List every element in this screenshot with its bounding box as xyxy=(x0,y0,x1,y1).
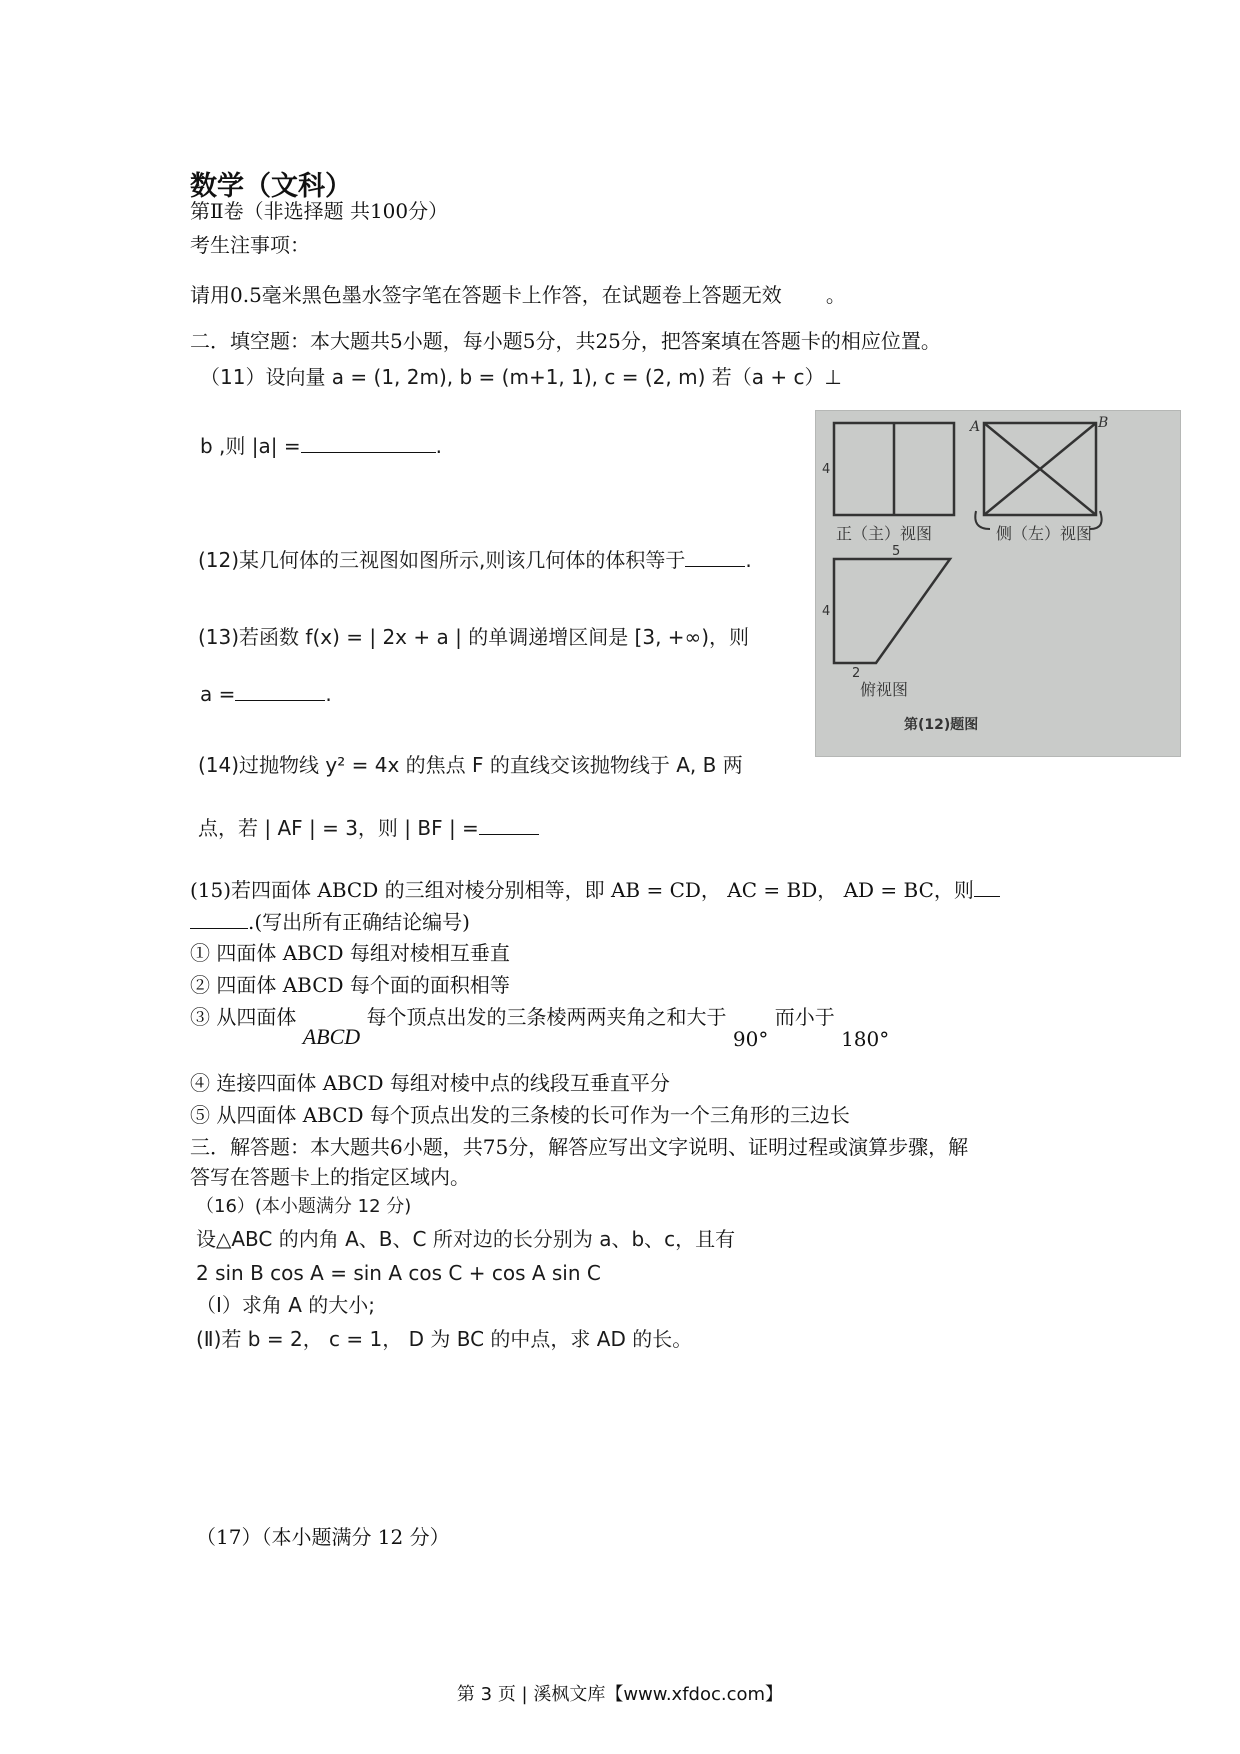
q15-option-4: ④ 连接四面体 ABCD 每组对棱中点的线段互垂直平分 xyxy=(190,1071,670,1095)
q15-option-3-abcd: ABCD xyxy=(302,1024,361,1049)
dim-4-top: 4 xyxy=(822,604,831,619)
side-view-label: 侧（左）视图 xyxy=(996,524,1093,543)
q11-prefix: b ,则 |a| = xyxy=(200,434,301,458)
q15-note: .(写出所有正确结论编号) xyxy=(248,910,470,934)
q15-option-3-and: 而小于 xyxy=(774,1005,835,1029)
q13-prefix: a = xyxy=(200,682,236,706)
side-label-b: B xyxy=(1098,415,1109,431)
top-view-trapezoid xyxy=(834,559,950,663)
figure-caption: 第(12)题图 xyxy=(904,717,979,733)
q15-option-2: ② 四面体 ABCD 每个面的面积相等 xyxy=(190,973,510,997)
q12-end: . xyxy=(745,548,752,572)
side-view-mark-left xyxy=(975,511,990,529)
q15-option-3-v2: 180° xyxy=(841,1027,890,1051)
q12-answer-blank xyxy=(685,546,745,567)
q15-answer-blank-b xyxy=(190,908,248,929)
dim-2-top: 2 xyxy=(852,666,861,681)
q13-line2 xyxy=(200,680,332,707)
q13-answer-blank xyxy=(235,680,325,701)
page-title: 数学（文科） xyxy=(190,171,352,202)
q12-line xyxy=(198,546,752,573)
top-view-label: 俯视图 xyxy=(860,680,909,699)
q11-end: . xyxy=(435,434,442,458)
notice-heading: 考生注事项： xyxy=(190,233,310,257)
q14-line2 xyxy=(198,814,539,841)
q12-text: (12)某几何体的三视图如图所示,则该几何体的体积等于 xyxy=(198,548,686,572)
three-view-figure xyxy=(815,410,1181,757)
q14-line1: (14)过抛物线 y² = 4x 的焦点 F 的直线交该抛物线于 A, B 两 xyxy=(198,753,743,777)
q16-line1: 设△ABC 的内角 A、B、C 所对边的长分别为 a、b、c，且有 xyxy=(196,1227,736,1251)
q15-option-3-mid: 每个顶点出发的三条棱两两夹角之和大于 xyxy=(366,1005,727,1029)
section3-heading-1: 三．解答题：本大题共6小题，共75分，解答应写出文字说明、证明过程或演算步骤，解 xyxy=(190,1135,969,1159)
q13-end: . xyxy=(325,682,332,706)
section3-heading-2: 答写在答题卡上的指定区域内。 xyxy=(190,1165,470,1189)
q15-text: (15)若四面体 ABCD 的三组对棱分别相等，即 AB = CD， AC = BD， AD = BC，则 xyxy=(190,878,974,902)
q15-option-3 xyxy=(190,1004,890,1051)
q15-option-3-prefix: ③ 从四面体 xyxy=(190,1005,297,1029)
q13-line1: (13)若函数 f(x) = | 2x + a | 的单调递增区间是 [3, +∞)，则 xyxy=(198,625,750,649)
side-label-a: A xyxy=(970,419,981,435)
q16-part1: （Ⅰ）求角 A 的大小; xyxy=(196,1293,376,1317)
q11-line2 xyxy=(200,432,442,459)
q11-line1: （11）设向量 a = (1, 2m), b = (m+1, 1), c = (2, m) 若（a + c）⊥ xyxy=(200,365,842,389)
volume-heading: 第Ⅱ卷（非选择题 共100分） xyxy=(190,199,449,223)
notice-text xyxy=(190,282,846,308)
q15-option-1: ① 四面体 ABCD 每组对棱相互垂直 xyxy=(190,941,510,965)
front-view-label: 正（主）视图 xyxy=(836,524,933,543)
three-view-svg xyxy=(816,411,1180,756)
q16-head: （16）(本小题满分 12 分) xyxy=(196,1196,412,1217)
page-footer: 第 3 页 | 溪枫文库【www.xfdoc.com】 xyxy=(456,1684,784,1705)
q15-line2 xyxy=(190,908,470,935)
q15-answer-blank-a xyxy=(974,876,1000,897)
q16-line2: 2 sin B cos A = sin A cos C + cos A sin C xyxy=(196,1261,601,1285)
q14-prefix: 点，若 | AF | = 3，则 | BF | = xyxy=(198,816,479,840)
q16-part2: (Ⅱ)若 b = 2， c = 1， D 为 BC 的中点，求 AD 的长。 xyxy=(196,1327,693,1351)
notice-end: 。 xyxy=(825,283,846,307)
q11-answer-blank xyxy=(301,432,436,453)
q15-line1 xyxy=(190,876,1000,903)
section2-heading: 二．填空题：本大题共5小题，每小题5分，共25分，把答案填在答题卡的相应位置。 xyxy=(190,329,941,353)
q17-head: （17）（本小题满分 12 分） xyxy=(196,1525,450,1549)
q15-option-3-v1: 90° xyxy=(732,1027,769,1051)
q14-answer-blank xyxy=(479,814,539,835)
q15-option-5: ⑤ 从四面体 ABCD 每个顶点出发的三条棱的长可作为一个三角形的三边长 xyxy=(190,1103,850,1127)
dim-5-top: 5 xyxy=(892,544,901,559)
notice-body: 请用0.5毫米黑色墨水签字笔在答题卡上作答，在试题卷上答题无效 xyxy=(190,283,782,307)
dim-4-front: 4 xyxy=(822,462,831,477)
